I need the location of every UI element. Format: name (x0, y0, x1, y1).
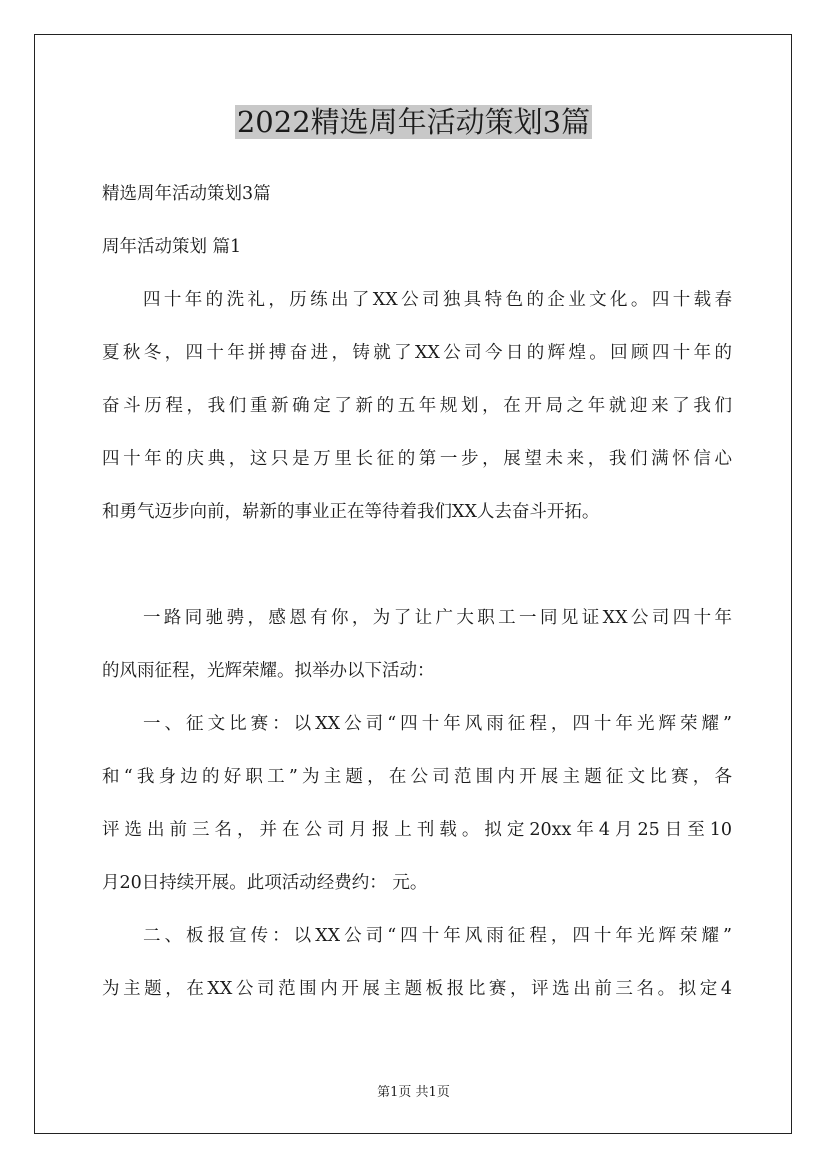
document-title (0, 101, 827, 143)
text-line: 月20日持续开展。此项活动经费约： 元。 (102, 873, 428, 893)
text-line: 和勇气迈步向前，崭新的事业正在等待着我们XX人去奋斗开拓。 (102, 502, 600, 522)
text-line: 评选出前三名，并在公司月报上刊载。拟定20xx年4月25日至10 (102, 820, 732, 840)
blank-line (102, 539, 732, 592)
text-line: 四十年的庆典，这只是万里长征的第一步，展望未来，我们满怀信心 (102, 449, 732, 469)
text-line: 和“我身边的好职工”为主题，在公司范围内开展主题征文比赛，各 (102, 767, 732, 787)
text-line: 精选周年活动策划3篇 (102, 184, 271, 204)
text-line: 夏秋冬，四十年拼搏奋进，铸就了XX公司今日的辉煌。回顾四十年的 (102, 343, 732, 363)
document-title-text: 2022精选周年活动策划3篇 (236, 105, 591, 139)
text-line: 的风雨征程，光辉荣耀。拟举办以下活动： (102, 661, 435, 681)
text-line: 四十年的洗礼，历练出了XX公司独具特色的企业文化。四十载春 (143, 290, 732, 310)
text-line: 为主题，在XX公司范围内开展主题板报比赛，评选出前三名。拟定4 (102, 979, 732, 999)
page-footer: 第1页 共1页 (377, 1085, 450, 1100)
text-line: 奋斗历程，我们重新确定了新的五年规划，在开局之年就迎来了我们 (102, 396, 732, 416)
text-line: 一、征文比赛：以XX公司“四十年风雨征程，四十年光辉荣耀” (143, 714, 732, 734)
text-line: 二、板报宣传：以XX公司“四十年风雨征程，四十年光辉荣耀” (143, 926, 732, 946)
text-line: 周年活动策划 篇1 (102, 237, 242, 257)
document-body (102, 168, 732, 1016)
text-line: 一路同驰骋，感恩有你，为了让广大职工一同见证XX公司四十年 (143, 608, 732, 628)
